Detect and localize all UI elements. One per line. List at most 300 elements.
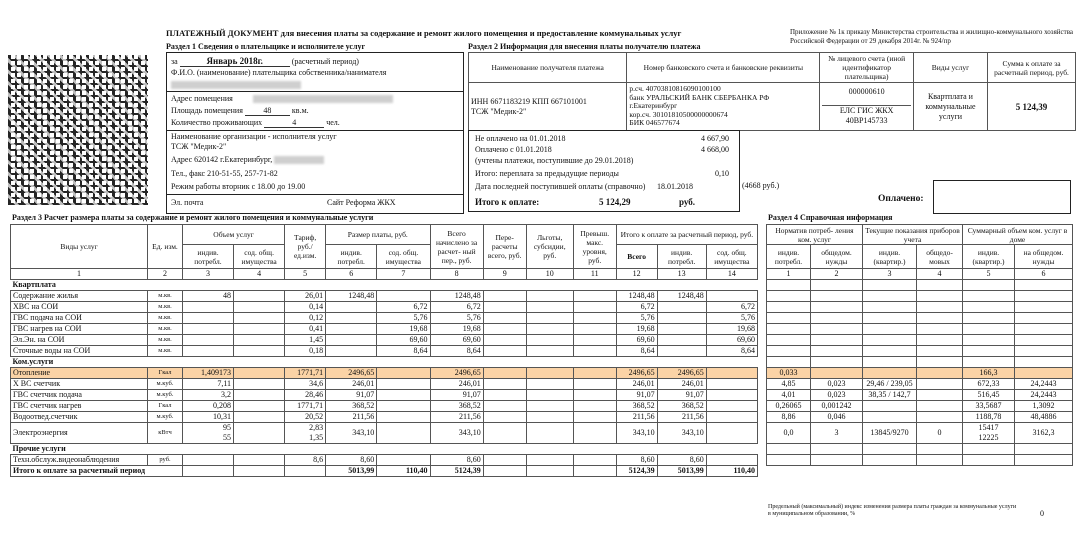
ref-cell [917,346,963,357]
h-kind: Виды услуг [11,225,148,269]
table-cell: Эл.Эн. на СОИ [11,335,148,346]
table-cell: Х ВС счетчик [11,379,148,390]
table-cell: 2,83 1,35 [285,423,326,444]
h-meters: Текущие показания приборов учета [863,225,963,245]
ref-cell [917,357,963,368]
table-cell [483,313,526,324]
section2-title: Раздел 2 Информация для внесения платы получателю платежа [468,42,701,51]
h-ref-ind-t: индив. (квартир.) [963,245,1015,269]
colnum-cell: 4 [234,269,285,280]
colnum-cell: 5 [285,269,326,280]
table-cell: 1248,48 [430,291,483,302]
total-cell [182,466,233,477]
h-house-total: Суммарный объем ком. услуг в доме [963,225,1073,245]
section3-title: Раздел 3 Расчет размера платы за содержание и ремонт жилого помещения и коммунальные услуги [12,213,374,222]
paid-input[interactable] [933,180,1071,214]
table-cell [234,423,285,444]
document-title: ПЛАТЕЖНЫЙ ДОКУМЕНТ для внесения платы за содержание и ремонт жилого помещения и предоставление коммунальных услуг [166,28,682,38]
ref-cell [863,335,917,346]
ref-cell: 3162,3 [1015,423,1073,444]
table-cell: 91,07 [657,390,706,401]
colnum-cell: 6 [326,269,377,280]
table-cell [706,291,757,302]
table-cell [483,379,526,390]
table-cell: 211,56 [657,412,706,423]
table-cell [377,412,430,423]
table-cell: 5,76 [377,313,430,324]
table-cell [182,346,233,357]
total-cell [573,466,616,477]
balance-box [468,130,740,212]
ref-blank-row [767,346,1073,357]
table-cell: 0,18 [285,346,326,357]
table-cell: 8,60 [430,455,483,466]
col-service-type: Виды услуг [913,53,987,83]
total-cell: 5013,99 [326,466,377,477]
table-cell: 8,6 [285,455,326,466]
recipient-table [468,52,1076,131]
ref-cell [917,455,963,466]
colnum-cell: 3 [182,269,233,280]
org-label: Наименование организации - исполнителя услуг [171,132,337,141]
h-ref-ind: индив. потребл. [767,245,811,269]
table-cell [377,390,430,401]
h-vol-common: сод. общ. имущества [234,245,285,269]
table-cell [483,335,526,346]
table-cell: м.кв. [148,291,183,302]
table-cell [573,412,616,423]
last-payment-label: Дата последней поступившей оплаты (справочно) [475,182,646,191]
table-cell: 368,52 [326,401,377,412]
org-name: ТСЖ "Медик-2" [171,142,227,151]
area-unit: кв.м. [291,106,309,115]
ref-cell [811,324,863,335]
ref-colnum: 3 [863,269,917,280]
ref-cell [811,368,863,379]
ref-cell [863,346,917,357]
table-cell: 343,10 [616,423,657,444]
table-cell: 69,60 [430,335,483,346]
ref-cell [1015,455,1073,466]
period-note: (расчетный период) [291,57,359,66]
table-cell [483,346,526,357]
table-row [11,335,758,346]
bank-line: г.Екатеринбург [629,101,678,111]
table-cell: ГВС счетчик нагрев [11,401,148,412]
table-cell: 2496,65 [616,368,657,379]
ref-cell [917,335,963,346]
recipient-inn: ИНН 6671183219 КПП 667101001 [471,96,587,106]
table-cell [326,346,377,357]
table-cell [573,455,616,466]
table-cell [483,401,526,412]
ref-colnum: 4 [917,269,963,280]
ref-cell [1015,346,1073,357]
ref-cell [963,280,1015,291]
bank-line: кор.сч. 30101810500000000674 [629,109,728,119]
table-cell: м.куб. [148,390,183,401]
org-address-label: Адрес [171,155,193,164]
colnum-cell: 7 [377,269,430,280]
table-cell [706,412,757,423]
ref-cell: 0,26065 [767,401,811,412]
table-cell: 26,01 [285,291,326,302]
calc-table [10,224,758,477]
table-cell [573,291,616,302]
table-cell [326,324,377,335]
table-cell: 69,60 [616,335,657,346]
table-cell [526,368,573,379]
paid-label: Оплачено с 01.01.2018 [475,145,552,154]
table-cell [483,455,526,466]
table-cell [326,313,377,324]
ref-cell [863,291,917,302]
table-cell [377,401,430,412]
table-cell: 2496,65 [326,368,377,379]
table-row [11,423,758,444]
table-cell [483,390,526,401]
table-cell: 211,56 [616,412,657,423]
table-cell: м.кв. [148,302,183,313]
ref-cell: 672,33 [963,379,1015,390]
ref-cell [863,412,917,423]
ref-cell [917,291,963,302]
ref-cell: 13845/9270 [863,423,917,444]
h-norm: Норматив потреб- ления ком. услуг [767,225,863,245]
bank-line: БИК 046577674 [629,118,680,128]
table-cell: 0,41 [285,324,326,335]
table-cell [657,313,706,324]
table-cell [234,455,285,466]
phone-value: 210-51-55, 257-71-82 [207,169,278,178]
h-topay: Итого к оплате за расчетный период, руб. [616,225,757,245]
total-cell: Итого к оплате за расчетный период [11,466,183,477]
ref-colnum: 1 [767,269,811,280]
blurred-address [253,95,393,103]
unpaid-label: Не оплачено на 01.01.2018 [475,134,566,143]
table-cell: 91,07 [430,390,483,401]
ref-cell: 1,3092 [1015,401,1073,412]
table-cell [234,412,285,423]
total-value: 5 124,29 [599,197,631,207]
table-cell: 1248,48 [657,291,706,302]
table-cell [326,302,377,313]
h-tp-ind: индив. потребл. [657,245,706,269]
group-label: Прочие услуги [11,444,758,455]
ref-cell: 0,023 [811,379,863,390]
total-cell: 5124,39 [430,466,483,477]
group-row [11,280,758,291]
table-cell: 8,64 [430,346,483,357]
table-cell: Электроэнергия [11,423,148,444]
ref-cell: 1188,78 [963,412,1015,423]
table-cell: 7,11 [182,379,233,390]
ref-cell [963,313,1015,324]
table-cell [483,368,526,379]
col-sum: Сумма к оплате за расчетный период, руб. [988,53,1076,83]
table-row [11,291,758,302]
table-row [11,302,758,313]
table-cell [234,335,285,346]
table-cell: руб. [148,455,183,466]
ref-cell [767,455,811,466]
table-cell: Водоотвед.счетчик [11,412,148,423]
table-cell [483,302,526,313]
h-tp-total: Всего [616,245,657,269]
bank-details [627,83,820,131]
table-cell [234,379,285,390]
area-label: Площадь помещения [171,106,243,115]
table-cell: 8,60 [326,455,377,466]
table-cell [377,379,430,390]
table-cell: 19,68 [430,324,483,335]
table-cell: 368,52 [616,401,657,412]
ref-row [767,379,1073,390]
h-benefits: Льготы, субсидии, руб. [526,225,573,269]
ref-cell [1015,313,1073,324]
ref-cell [917,324,963,335]
table-cell [483,291,526,302]
ref-cell [917,302,963,313]
h-ref-common: общедом. нужды [811,245,863,269]
ref-row [767,368,1073,379]
appendix-note: Приложение № 1к приказу Министерства строительства и жилищно-коммунального хозяйства Российской Федерации от 29 декабря 2014г. № 924/пр [790,28,1074,45]
table-cell [234,291,285,302]
table-cell: 1248,48 [616,291,657,302]
table-row [11,346,758,357]
ref-blank-row [767,324,1073,335]
h-amt-ind: индив. потребл. [326,245,377,269]
ref-table [766,224,1073,466]
table-cell [483,412,526,423]
h-ref-common-t: на общедом. нужды [1015,245,1073,269]
table-cell [326,335,377,346]
table-cell: Гкал [148,368,183,379]
table-cell: Гкал [148,401,183,412]
group-row [11,357,758,368]
table-cell: 8,64 [706,346,757,357]
table-cell: 8,64 [377,346,430,357]
table-cell [182,455,233,466]
table-cell: 246,01 [326,379,377,390]
table-cell [573,346,616,357]
h-accrued: Всего начислено за расчет- ный пер., руб. [430,225,483,269]
table-cell [182,302,233,313]
table-cell [526,379,573,390]
h-vol-ind: индив. потребл. [182,245,233,269]
table-cell: 211,56 [430,412,483,423]
table-cell: Отопление [11,368,148,379]
ref-cell [1015,324,1073,335]
table-cell [657,346,706,357]
table-cell: 368,52 [430,401,483,412]
ref-cell [917,379,963,390]
colnum-cell: 9 [483,269,526,280]
table-cell: 34,6 [285,379,326,390]
h-ref-common-m: общедо- мовых [917,245,963,269]
ref-blank-row [767,455,1073,466]
ref-colnum: 2 [811,269,863,280]
table-cell: ГВС нагрев на СОИ [11,324,148,335]
ref-cell [1015,302,1073,313]
ref-cell [1015,280,1073,291]
table-cell [573,324,616,335]
table-cell: 91,07 [326,390,377,401]
table-cell: м.куб. [148,379,183,390]
recipient-name: ТСЖ "Медик-2" [471,106,527,116]
table-cell [526,313,573,324]
col-account: № лицевого счета (иной идентификатор плательщика) [820,53,914,83]
colnum-cell: 14 [706,269,757,280]
h-tariff: Тариф, руб./ ед.изм. [285,225,326,269]
ref-cell [811,357,863,368]
h-excess: Превыш. макс. уровня, руб. [573,225,616,269]
residents-unit: чел. [326,118,340,127]
table-cell: 0,12 [285,313,326,324]
h-unit: Ед. изм. [148,225,183,269]
table-cell [706,423,757,444]
col-bank: Номер банковского счета и банковские реквизиты [627,53,820,83]
ref-cell [767,357,811,368]
blurred-street [274,156,324,164]
last-payment-date: 18.01.2018 [657,182,693,191]
table-cell [706,401,757,412]
col-recipient: Наименование получателя платежа [469,53,627,83]
ref-cell: 33,5687 [963,401,1015,412]
table-row [11,390,758,401]
table-cell [234,390,285,401]
table-row [11,324,758,335]
org-address: 620142 г.Екатеринбург, [194,155,273,164]
table-cell [483,423,526,444]
table-cell: м.кв. [148,324,183,335]
table-cell: 8,64 [616,346,657,357]
total-cell: 5124,39 [616,466,657,477]
table-cell: 69,60 [377,335,430,346]
ref-cell [963,291,1015,302]
overpay-label: Итого: переплата за предыдущие периоды [475,169,619,178]
ref-cell [1015,357,1073,368]
h-recalc: Пере- расчеты всего, руб. [483,225,526,269]
table-cell [526,302,573,313]
table-cell: 19,68 [377,324,430,335]
site-link[interactable]: Сайт Реформа ЖКХ [327,198,396,207]
table-cell: м.кв. [148,313,183,324]
table-cell: 5,76 [430,313,483,324]
ref-cell [917,313,963,324]
table-cell: Сточные воды на СОИ [11,346,148,357]
ref-cell [767,291,811,302]
ref-cell [811,455,863,466]
table-cell [182,335,233,346]
table-row [11,401,758,412]
table-cell: 20,52 [285,412,326,423]
period-value: Январь 2018г. [180,56,290,67]
table-cell [706,379,757,390]
group-label: Ком.услуги [11,357,758,368]
ref-cell: 24,2443 [1015,390,1073,401]
ref-cell [767,335,811,346]
table-cell: 8,60 [616,455,657,466]
table-cell [706,455,757,466]
table-cell: м.кв. [148,335,183,346]
table-row [11,379,758,390]
table-cell [526,412,573,423]
ref-cell: 38,35 / 142,7 [863,390,917,401]
total-row [11,466,758,477]
table-cell: 5,76 [706,313,757,324]
table-cell: 19,68 [706,324,757,335]
ref-cell [767,346,811,357]
table-cell: м.куб. [148,412,183,423]
table-cell [234,324,285,335]
ref-cell: 0,0 [767,423,811,444]
section4-title: Раздел 4 Справочная информация [768,213,893,222]
ref-row [767,401,1073,412]
table-cell: 2496,65 [430,368,483,379]
ref-cell [767,280,811,291]
table-cell: 95 55 [182,423,233,444]
gis-id: 40ВР145733 [845,116,888,125]
ref-cell [1015,368,1073,379]
ref-colnum: 6 [1015,269,1073,280]
table-cell: 1,45 [285,335,326,346]
table-cell: 246,01 [657,379,706,390]
table-cell [573,335,616,346]
qr-code [8,55,148,205]
table-cell: 6,72 [430,302,483,313]
za-label: за [171,57,178,66]
ref-cell [811,291,863,302]
ref-cell [1015,444,1073,455]
ref-cell [767,444,811,455]
table-cell [526,291,573,302]
ref-cell [963,357,1015,368]
ref-cell: 8,86 [767,412,811,423]
ref-cell [1015,335,1073,346]
ref-cell [863,368,917,379]
ref-colnum-row [767,269,1073,280]
ref-cell [811,444,863,455]
table-cell: 5,76 [616,313,657,324]
ref-cell [917,444,963,455]
table-cell [526,423,573,444]
ref-cell [963,302,1015,313]
colnum-cell: 13 [657,269,706,280]
colnum-row [11,269,758,280]
phone-label: Тел., факс [171,169,206,178]
table-cell: ГВС подача на СОИ [11,313,148,324]
h-ref-ind-m: индив. (квартир.) [863,245,917,269]
h-tp-common: сод. общ. имущества [706,245,757,269]
ref-cell [863,357,917,368]
ref-footnote: Предельный (максимальный) индекс изменения размера платы граждан за коммунальные услуги в муниципальном образовании, % [768,504,1017,517]
table-row [11,412,758,423]
table-cell [377,368,430,379]
total-cell [285,466,326,477]
ref-cell [963,324,1015,335]
ref-cell [963,455,1015,466]
service-type: Квартплата и коммунальные услуги [913,83,987,131]
group-row [11,444,758,455]
last-payment-sum: (4668 руб.) [742,181,780,190]
table-cell: 48 [182,291,233,302]
ref-cell [811,335,863,346]
ref-cell [811,280,863,291]
ref-cell [863,302,917,313]
account-cell [820,83,914,131]
table-cell: 246,01 [430,379,483,390]
